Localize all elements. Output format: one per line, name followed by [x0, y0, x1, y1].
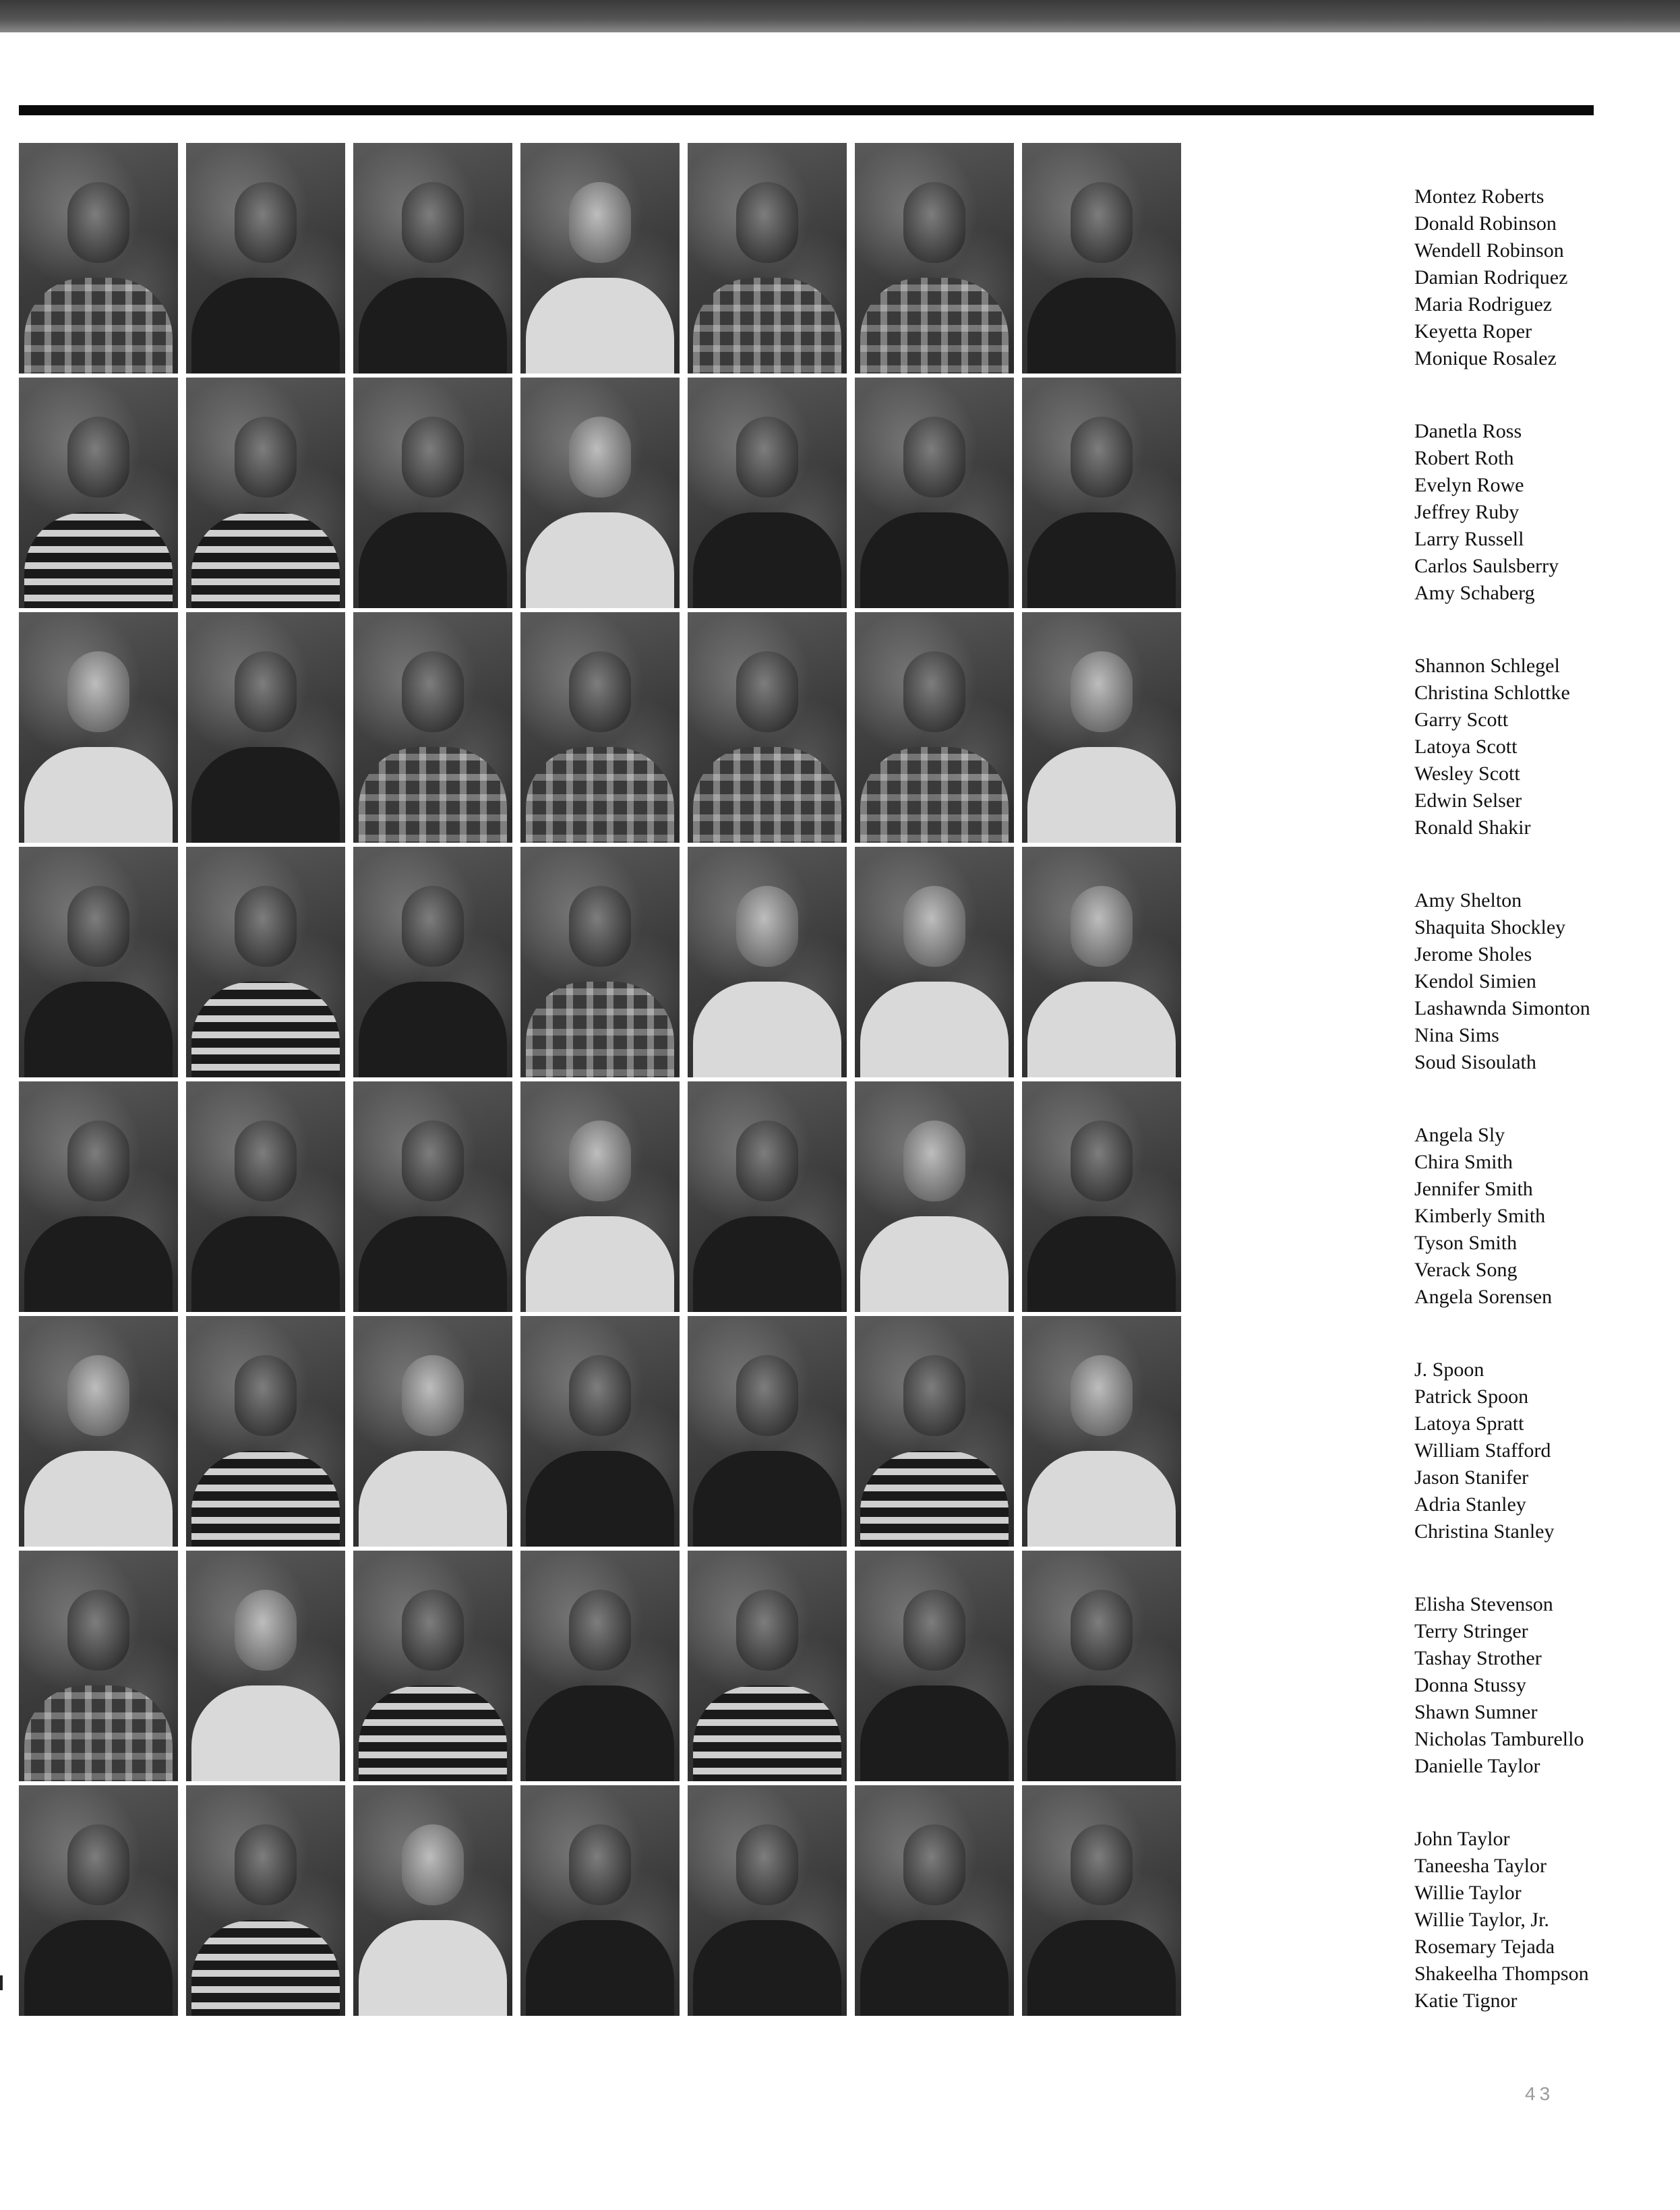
portrait-clothing	[359, 982, 507, 1077]
portrait-face	[402, 1824, 464, 1905]
portrait-clothing	[860, 982, 1009, 1077]
student-portrait	[688, 612, 847, 843]
portrait-clothing	[24, 1451, 173, 1547]
student-name: Monique Rosalez	[1414, 347, 1557, 369]
student-name: Taneesha Taylor	[1414, 1855, 1547, 1877]
student-name: Ronald Shakir	[1414, 816, 1531, 839]
portrait-clothing	[24, 982, 173, 1077]
portrait-face	[235, 417, 297, 498]
portrait-face	[67, 1355, 129, 1436]
student-name: J. Spoon	[1414, 1358, 1484, 1381]
student-portrait	[688, 847, 847, 1077]
student-name: Patrick Spoon	[1414, 1385, 1529, 1408]
student-name: Willie Taylor	[1414, 1882, 1522, 1904]
portrait-clothing	[24, 512, 173, 608]
portrait-clothing	[359, 1920, 507, 2016]
portrait-clothing	[860, 278, 1009, 374]
portrait-clothing	[860, 1920, 1009, 2016]
portrait-clothing	[191, 1451, 340, 1547]
student-name: Edwin Selser	[1414, 789, 1522, 812]
portrait-row	[19, 1081, 1553, 1312]
name-list	[1414, 1356, 1680, 1545]
portrait-face	[67, 417, 129, 498]
student-name: Lashawnda Simonton	[1414, 997, 1590, 1019]
portrait-clothing	[1027, 1685, 1176, 1781]
portrait-clothing	[526, 747, 674, 843]
portrait-face	[903, 1824, 965, 1905]
portrait-face	[402, 886, 464, 967]
portrait-face	[235, 1590, 297, 1671]
student-name: Terry Stringer	[1414, 1620, 1528, 1642]
student-portrait	[688, 1785, 847, 2016]
student-name: Angela Sly	[1414, 1124, 1505, 1146]
student-name: Soud Sisoulath	[1414, 1051, 1536, 1073]
portrait-face	[569, 1824, 631, 1905]
student-portrait	[1022, 143, 1181, 374]
student-name: John Taylor	[1414, 1828, 1510, 1850]
student-portrait	[520, 1551, 680, 1781]
student-portrait	[186, 1316, 345, 1547]
portrait-face	[402, 1590, 464, 1671]
student-portrait	[520, 1081, 680, 1312]
student-portrait	[855, 612, 1014, 843]
name-list	[1414, 1122, 1680, 1311]
portrait-clothing	[693, 278, 841, 374]
student-portrait	[1022, 1081, 1181, 1312]
student-name: Maria Rodriguez	[1414, 293, 1553, 316]
portrait-clothing	[693, 512, 841, 608]
portrait-clothing	[1027, 1920, 1176, 2016]
student-portrait	[353, 847, 512, 1077]
name-list	[1414, 887, 1680, 1076]
student-portrait	[353, 1081, 512, 1312]
portrait-face	[1071, 1121, 1133, 1201]
portrait-face	[1071, 417, 1133, 498]
portrait-face	[235, 1824, 297, 1905]
portrait-face	[903, 1590, 965, 1671]
student-name: William Stafford	[1414, 1439, 1551, 1462]
student-portrait	[19, 612, 178, 843]
portrait-face	[569, 651, 631, 732]
student-name: Danielle Taylor	[1414, 1755, 1540, 1777]
student-portrait	[19, 1785, 178, 2016]
portrait-clothing	[526, 1451, 674, 1547]
portrait-row	[19, 612, 1570, 843]
student-portrait	[855, 378, 1014, 608]
name-list	[1414, 1591, 1680, 1780]
student-portrait	[1022, 1551, 1181, 1781]
student-name: Shakeelha Thompson	[1414, 1963, 1589, 1985]
portrait-clothing	[693, 1451, 841, 1547]
portrait-face	[402, 417, 464, 498]
portrait-row	[19, 1785, 1589, 2016]
portrait-clothing	[693, 747, 841, 843]
portrait-clothing	[860, 1216, 1009, 1312]
portrait-face	[903, 1355, 965, 1436]
portrait-face	[402, 1121, 464, 1201]
portrait-clothing	[1027, 512, 1176, 608]
portrait-face	[736, 182, 798, 263]
portrait-row	[19, 378, 1559, 608]
portrait-clothing	[191, 982, 340, 1077]
student-portrait	[520, 847, 680, 1077]
student-portrait	[855, 847, 1014, 1077]
student-name: Donald Robinson	[1414, 212, 1557, 235]
student-name: Shaquita Shockley	[1414, 916, 1566, 938]
student-portrait	[353, 143, 512, 374]
student-portrait	[186, 1785, 345, 2016]
portrait-face	[736, 417, 798, 498]
portrait-face	[235, 651, 297, 732]
portrait-face	[569, 1121, 631, 1201]
student-portrait	[855, 1316, 1014, 1547]
portrait-face	[736, 651, 798, 732]
portrait-clothing	[1027, 278, 1176, 374]
student-name: Nina Sims	[1414, 1024, 1499, 1046]
portrait-clothing	[1027, 982, 1176, 1077]
portrait-face	[1071, 651, 1133, 732]
portrait-clothing	[359, 1216, 507, 1312]
student-portrait	[520, 378, 680, 608]
portrait-clothing	[693, 1920, 841, 2016]
student-portrait	[688, 1316, 847, 1547]
student-portrait	[353, 612, 512, 843]
name-list	[1414, 418, 1680, 607]
scan-margin-mark	[0, 1975, 3, 1990]
name-list	[1414, 183, 1680, 372]
student-name: Larry Russell	[1414, 528, 1524, 550]
student-name: Elisha Stevenson	[1414, 1593, 1553, 1615]
portrait-clothing	[526, 1920, 674, 2016]
student-name: Shannon Schlegel	[1414, 655, 1560, 677]
student-portrait	[19, 378, 178, 608]
portrait-clothing	[526, 1216, 674, 1312]
page-number: 43	[1525, 2083, 1555, 2104]
student-portrait	[186, 847, 345, 1077]
portrait-clothing	[359, 747, 507, 843]
student-portrait	[19, 1316, 178, 1547]
portrait-clothing	[24, 1216, 173, 1312]
student-name: Damian Rodriquez	[1414, 266, 1568, 289]
portrait-clothing	[526, 278, 674, 374]
portrait-clothing	[359, 512, 507, 608]
student-name: Christina Stanley	[1414, 1520, 1555, 1543]
portrait-clothing	[693, 1216, 841, 1312]
student-name: Robert Roth	[1414, 447, 1514, 469]
portrait-clothing	[24, 747, 173, 843]
student-portrait	[353, 1785, 512, 2016]
student-portrait	[19, 847, 178, 1077]
portrait-face	[1071, 1355, 1133, 1436]
portrait-clothing	[191, 512, 340, 608]
portrait-clothing	[860, 512, 1009, 608]
student-name: Katie Tignor	[1414, 1990, 1518, 2012]
portrait-face	[736, 1355, 798, 1436]
student-name: Jennifer Smith	[1414, 1178, 1533, 1200]
header-rule	[19, 105, 1594, 115]
student-portrait	[1022, 612, 1181, 843]
student-portrait	[1022, 1785, 1181, 2016]
student-portrait	[520, 1316, 680, 1547]
portrait-face	[1071, 1824, 1133, 1905]
student-name: Shawn Sumner	[1414, 1701, 1538, 1723]
student-name: Kimberly Smith	[1414, 1205, 1546, 1227]
student-name: Verack Song	[1414, 1259, 1518, 1281]
portrait-face	[67, 651, 129, 732]
portrait-face	[569, 886, 631, 967]
student-name: Latoya Spratt	[1414, 1412, 1524, 1435]
portrait-face	[903, 1121, 965, 1201]
student-portrait	[19, 143, 178, 374]
portrait-face	[736, 886, 798, 967]
portrait-clothing	[191, 747, 340, 843]
portrait-clothing	[1027, 1216, 1176, 1312]
student-portrait	[19, 1081, 178, 1312]
portrait-face	[235, 1355, 297, 1436]
student-name: Willie Taylor, Jr.	[1414, 1909, 1549, 1931]
student-name: Angela Sorensen	[1414, 1286, 1553, 1308]
student-portrait	[688, 1081, 847, 1312]
student-portrait	[688, 378, 847, 608]
portrait-face	[402, 1355, 464, 1436]
portrait-clothing	[526, 982, 674, 1077]
portrait-row	[19, 143, 1568, 374]
portrait-clothing	[24, 278, 173, 374]
portrait-face	[402, 651, 464, 732]
student-name: Jason Stanifer	[1414, 1466, 1529, 1489]
portrait-face	[1071, 1590, 1133, 1671]
portrait-clothing	[860, 1685, 1009, 1781]
student-portrait	[520, 612, 680, 843]
student-name: Montez Roberts	[1414, 185, 1544, 208]
name-list	[1414, 653, 1680, 841]
portrait-row	[19, 847, 1590, 1077]
student-name: Garry Scott	[1414, 709, 1509, 731]
student-name: Wendell Robinson	[1414, 239, 1564, 262]
student-name: Jeffrey Ruby	[1414, 501, 1520, 523]
portrait-face	[1071, 182, 1133, 263]
portrait-face	[569, 182, 631, 263]
student-portrait	[855, 143, 1014, 374]
portrait-face	[67, 1824, 129, 1905]
portrait-face	[67, 886, 129, 967]
portrait-clothing	[693, 1685, 841, 1781]
portrait-clothing	[191, 278, 340, 374]
student-name: Kendol Simien	[1414, 970, 1536, 992]
student-name: Amy Shelton	[1414, 889, 1522, 912]
student-portrait	[520, 1785, 680, 2016]
student-portrait	[186, 378, 345, 608]
portrait-clothing	[860, 747, 1009, 843]
portrait-face	[235, 1121, 297, 1201]
student-name: Jerome Sholes	[1414, 943, 1532, 965]
student-name: Wesley Scott	[1414, 763, 1520, 785]
student-portrait	[688, 143, 847, 374]
portrait-face	[736, 1121, 798, 1201]
portrait-face	[569, 417, 631, 498]
portrait-clothing	[693, 982, 841, 1077]
portrait-face	[903, 886, 965, 967]
student-portrait	[688, 1551, 847, 1781]
portrait-clothing	[526, 512, 674, 608]
portrait-clothing	[1027, 747, 1176, 843]
student-portrait	[1022, 378, 1181, 608]
student-name: Rosemary Tejada	[1414, 1936, 1555, 1958]
student-name: Carlos Saulsberry	[1414, 555, 1559, 577]
student-name: Tyson Smith	[1414, 1232, 1518, 1254]
portrait-face	[569, 1355, 631, 1436]
scan-top-edge	[0, 0, 1680, 32]
portrait-face	[903, 651, 965, 732]
student-portrait	[1022, 1316, 1181, 1547]
student-portrait	[353, 1551, 512, 1781]
portrait-clothing	[1027, 1451, 1176, 1547]
portrait-face	[903, 182, 965, 263]
student-portrait	[186, 143, 345, 374]
portrait-face	[903, 417, 965, 498]
student-portrait	[353, 378, 512, 608]
student-name: Latoya Scott	[1414, 736, 1518, 758]
student-portrait	[855, 1785, 1014, 2016]
student-name: Keyetta Roper	[1414, 320, 1532, 342]
portrait-face	[1071, 886, 1133, 967]
student-portrait	[186, 612, 345, 843]
student-name: Danetla Ross	[1414, 420, 1522, 442]
portrait-clothing	[24, 1920, 173, 2016]
portrait-row	[19, 1551, 1584, 1781]
student-name: Christina Schlottke	[1414, 682, 1570, 704]
student-name: Amy Schaberg	[1414, 582, 1535, 604]
portrait-row	[19, 1316, 1555, 1547]
portrait-face	[67, 182, 129, 263]
student-portrait	[186, 1551, 345, 1781]
portrait-clothing	[191, 1216, 340, 1312]
student-portrait	[1022, 847, 1181, 1077]
student-portrait	[855, 1081, 1014, 1312]
student-name: Evelyn Rowe	[1414, 474, 1524, 496]
portrait-clothing	[526, 1685, 674, 1781]
student-name: Tashay Strother	[1414, 1647, 1542, 1669]
student-portrait	[855, 1551, 1014, 1781]
portrait-clothing	[359, 1451, 507, 1547]
student-portrait	[19, 1551, 178, 1781]
portrait-face	[235, 886, 297, 967]
portrait-clothing	[359, 1685, 507, 1781]
student-name: Donna Stussy	[1414, 1674, 1526, 1696]
name-list	[1414, 1826, 1680, 2014]
student-name: Chira Smith	[1414, 1151, 1513, 1173]
student-name: Adria Stanley	[1414, 1493, 1526, 1516]
portrait-clothing	[191, 1685, 340, 1781]
portrait-face	[736, 1824, 798, 1905]
portrait-face	[67, 1121, 129, 1201]
portrait-clothing	[24, 1685, 173, 1781]
portrait-face	[402, 182, 464, 263]
portrait-face	[736, 1590, 798, 1671]
portrait-face	[67, 1590, 129, 1671]
student-portrait	[353, 1316, 512, 1547]
portrait-face	[235, 182, 297, 263]
student-portrait	[186, 1081, 345, 1312]
portrait-clothing	[359, 278, 507, 374]
portrait-clothing	[860, 1451, 1009, 1547]
portrait-face	[569, 1590, 631, 1671]
student-portrait	[520, 143, 680, 374]
student-name: Nicholas Tamburello	[1414, 1728, 1584, 1750]
portrait-clothing	[191, 1920, 340, 2016]
